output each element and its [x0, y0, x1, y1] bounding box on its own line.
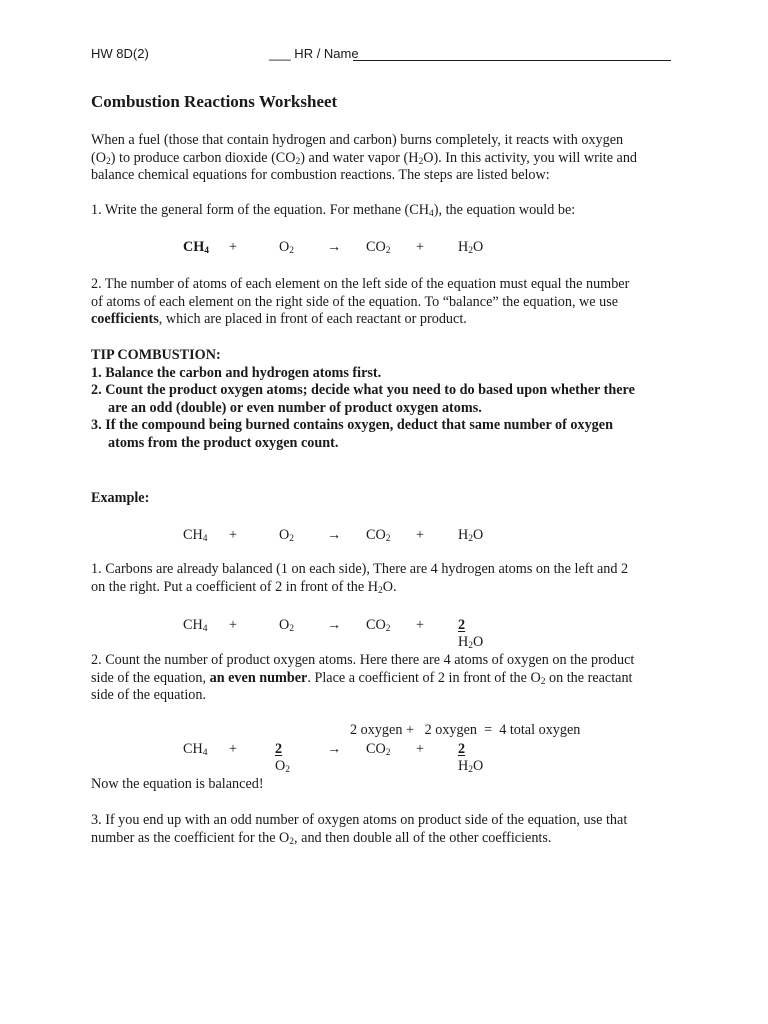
example-label: Example:	[91, 490, 150, 506]
example-step-2: 2. Count the number of product oxygen atoms. Here there are 4 atoms of oxygen on the product side of the equation, an even number. Place a coefficient of 2 in front of the $O_2$ on the reactant side of the equation.	[91, 652, 635, 704]
header	[91, 44, 671, 66]
step-1: 1. Write the general form of the equation. For methane $(CH_4)$, the equation would be:	[91, 202, 576, 219]
worksheet-page: HW 8D(2) ___ HR / Name Combustion Reactions Worksheet When a fuel (those that contain hydrogen and carbon) burns completely, it reacts with oxygen $(O_2)$ to produce carbon dioxide $(CO_2)$ and water vapor $(H_2O)$. In this activity, you will write and balance chemical equations for combustion reactions. The steps are listed below: 1. Write the general form of the equation. For methane $(CH_4)$, the equation would be: $CH_4$ + $O_2$ → $CO_2$ + $H_2O$ 2. The number of atoms of each element on the left side of the equation must equal the number of atoms of each element on the right side of the equation. To “balance” the equation, we use coefficients, which are placed in front of each reactant or product. TIP COMBUSTION: 1. Balance the carbon and hydrogen atoms first. 2. Count the product oxygen atoms; decide what you need to do based upon whether there are an odd (double) or even number of product oxygen atoms. 3. If the compound being burned contains oxygen, deduct that same number of oxygen atoms from the product oxygen count. Example: $CH_4$ + $O_2$ → $CO_2$ + $H_2O$ 1. Carbons are already balanced (1 on each side), There are 4 hydrogen atoms on the left and 2 on the right. Put a coefficient of 2 in front of the $H_2O$. $CH_4$ + $O_2$ → $CO_2$ + 2 $H_2O$ 2. Count the number of product oxygen atoms. Here there are 4 atoms of oxygen on the product side of the equation, an even number. Place a coefficient of 2 in front of the $O_2$ on the reactant side of the equation. 2 oxygen + 2 oxygen = 4 total oxygen $CH_4$ + 2 $O_2$ → $CO_2$ + 2 $H_2O$ Now the equation is balanced! 3. If you end up with an odd number of oxygen atoms on product side of the equation, use that number as the coefficient for the $O_2$, and then double all of the other coefficients.	[0, 0, 768, 1024]
example-step-3: 3. If you end up with an odd number of oxygen atoms on product side of the equation, use that number as the coefficient for the $O_2$, and then double all of the other coefficients.	[91, 812, 628, 847]
intro-paragraph: When a fuel (those that contain hydrogen and carbon) burns completely, it reacts with oxygen $(O_2)$ to produce carbon dioxide $(CO_2)$ and water vapor $(H_2O)$. In this activity, you will write and balance chemical equations for combustion reactions. The steps are listed below:	[91, 132, 638, 184]
page-title: Combustion Reactions Worksheet	[91, 92, 338, 111]
name-line	[353, 60, 671, 61]
homework-id: HW 8D(2)	[91, 46, 149, 61]
balanced-note: Now the equation is balanced!	[91, 776, 264, 792]
tip-section: TIP COMBUSTION: 1. Balance the carbon and hydrogen atoms first. 2. Count the product oxygen atoms; decide what you need to do based upon whether there are an odd (double) or even number of product oxygen atoms. 3. If the compound being burned contains oxygen, deduct that same number of oxygen atoms from the product oxygen count.	[91, 347, 691, 453]
step-2: 2. The number of atoms of each element on the left side of the equation must equal the number of atoms of each element on the right side of the equation. To “balance” the equation, we use coefficients, which are placed in front of each reactant or product.	[91, 276, 630, 328]
hr-name-label: ___ HR / Name	[269, 46, 359, 61]
example-step-1: 1. Carbons are already balanced (1 on each side), There are 4 hydrogen atoms on the left and 2 on the right. Put a coefficient of 2 in front of the $H_2O$.	[91, 561, 629, 596]
tip-heading: TIP COMBUSTION:	[91, 347, 221, 363]
oxygen-count-note: 2 oxygen + 2 oxygen = 4 total oxygen	[350, 722, 581, 738]
